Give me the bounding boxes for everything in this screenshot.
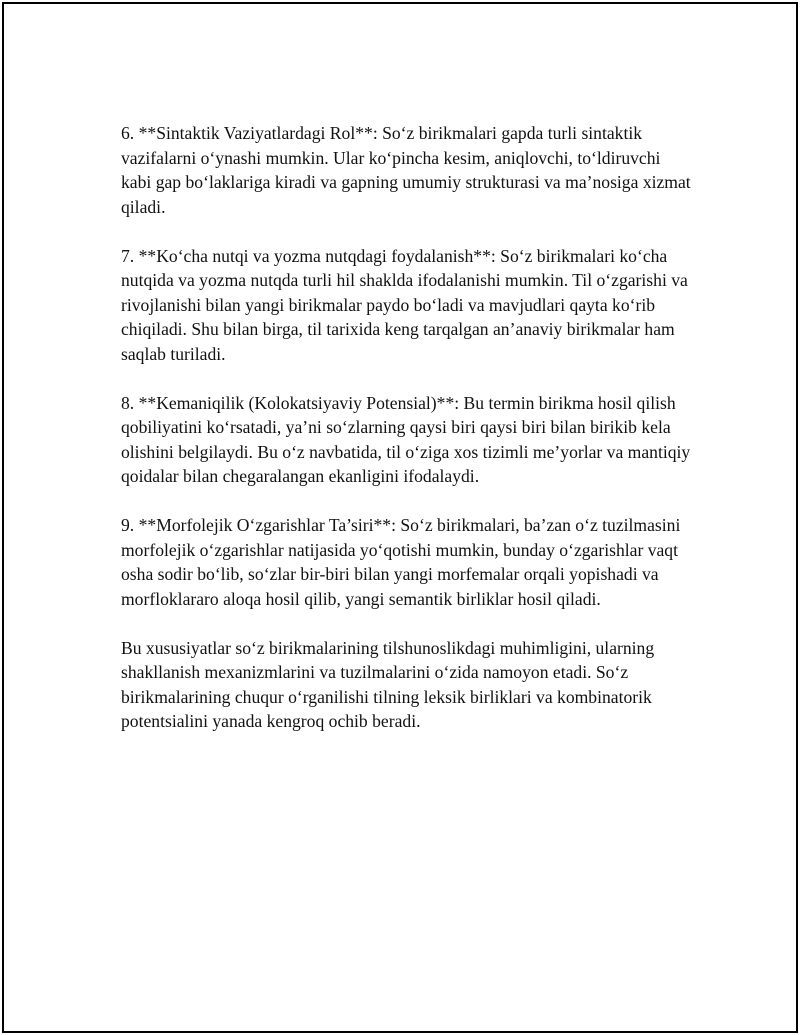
paragraph-7-spoken-written-usage: 7. **Ko‘cha nutqi va yozma nutqdagi foydalanish**: So‘z birikmalari ko‘cha nutqida va yozma nutqda turli hil shaklda ifodalanishi mumkin. Til o‘zgarishi va rivojlanishi bilan yangi birikmalar paydo bo‘ladi va mavjudlari qayta ko‘rib chiqiladi. Shu bilan birga, til tarixida keng tarqalgan an’anaviy birikmalar ham saqlab turiladi. — [121, 245, 688, 364]
paragraph-6-syntactic-role: 6. **Sintaktik Vaziyatlardagi Rol**: So‘z birikmalari gapda turli sintaktik vazifalarni o‘ynashi mumkin. Ular ko‘pincha kesim, aniqlovchi, to‘ldiruvchi kabi gap bo‘laklariga kiradi va gapning umumiy strukturasi va ma’nosiga xizmat qiladi. — [121, 123, 691, 217]
paragraph-8-collocational-potential: 8. **Kemaniqilik (Kolokatsiyaviy Potensial)**: Bu termin birikma hosil qilish qobiliyatini ko‘rsatadi, ya’ni so‘zlarning qaysi biri qaysi biri bilan birikib kela olishini belgilaydi. Bu o‘z navbatida, til o‘ziga xos tizimli me’yorlar va mantiqiy qoidalar bilan chegaralangan ekanligini ifodalaydi. — [121, 392, 691, 486]
page-frame — [2, 2, 798, 1033]
paragraph-9-morphological-changes: 9. **Morfolejik O‘zgarishlar Ta’siri**: So‘z birikmalari, ba’zan o‘z tuzilmasini morfolejik o‘zgarishlar natijasida yo‘qotishi mumkin, bunday o‘zgarishlar vaqt osha sodir bo‘lib, so‘zlar bir-biri bilan yangi morfemalar orqali yopishadi va morfloklararo aloqa hosil qilib, yangi semantik birliklar hosil qiladi. — [121, 515, 681, 609]
document-body — [121, 121, 695, 758]
paragraph-conclusion: Bu xususiyatlar so‘z birikmalarining tilshunoslikdagi muhimligini, ularning shakllanish mexanizmlarini va tuzilmalarini o‘zida namoyon etadi. So‘z birikmalarining chuqur o‘rganilishi tilning leksik birliklari va kombinatorik potentsialini yanada kengroq ochib beradi. — [121, 637, 655, 731]
